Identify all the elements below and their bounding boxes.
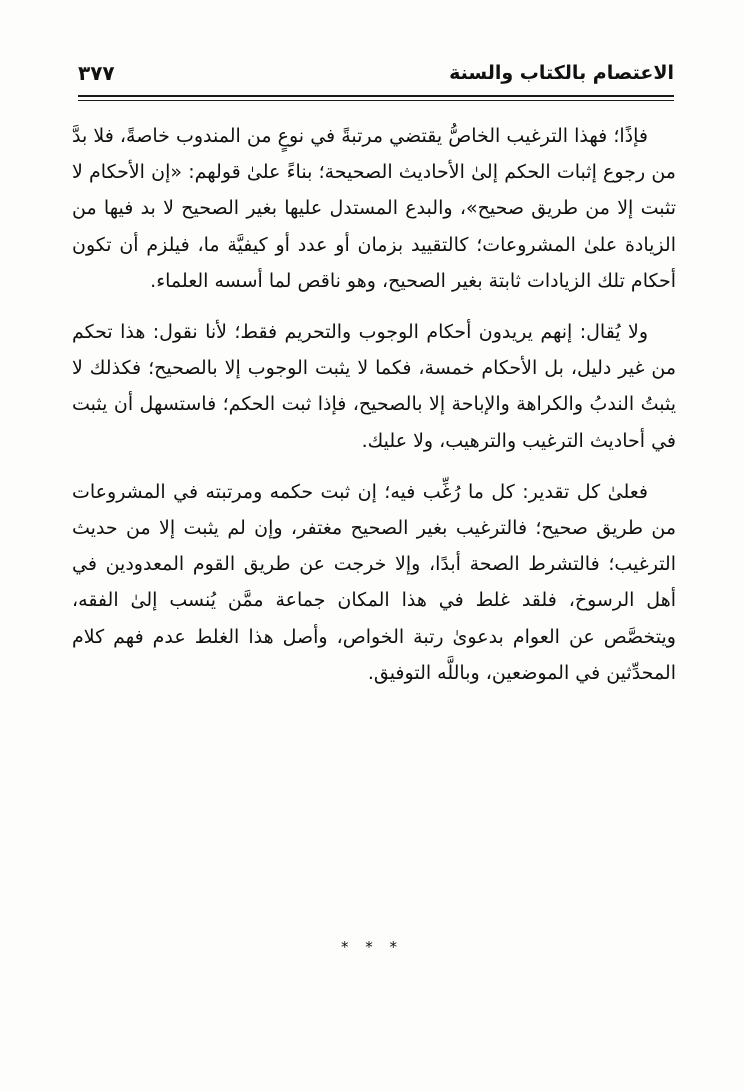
section-divider: * * * [340, 938, 404, 956]
header-rule-thin [78, 100, 674, 101]
paragraph-1: فإذًا؛ فهذا الترغيب الخاصُّ يقتضي مرتبةً في نوعٍ من المندوب خاصةً، فلا بدَّ من رجوع إثبات الحكم إلىٰ الأحاديث الصحيحة؛ بناءً علىٰ قولهم: «إن الأحكام لا تثبت إلا من طريق صحيح»، والبدع المستدل عليها بغير الصحيح لا بد فيها من الزيادة علىٰ المشروعات؛ كالتقييد بزمان أو عدد أو كيفيَّة ما، فيلزم أن تكون أحكام تلك الزيادات ثابتة بغير الصحيح، وهو ناقص لما أسسه العلماء. [72, 125, 676, 292]
page-header [78, 58, 674, 88]
page-number: ٣٧٧ [78, 61, 115, 85]
page-body [72, 118, 676, 691]
paragraph-3: فعلىٰ كل تقدير: كل ما رُغِّب فيه؛ إن ثبت حكمه ومرتبته في المشروعات من طريق صحيح؛ فالترغيب بغير الصحيح مغتفر، وإن لم يثبت إلا من حديث الترغيب؛ فالتشرط الصحة أبدًا، وإلا خرجت عن طريق القوم المعدودين في أهل الرسوخ، فلقد غلط في هذا المكان جماعة ممَّن يُنسب إلىٰ الفقه، ويتخصَّص عن العوام بدعوىٰ رتبة الخواص، وأصل هذا الغلط عدم فهم كلام المحدِّثين في الموضعين، وباللَّه التوفيق. [72, 480, 676, 684]
header-rule-thick [78, 95, 674, 97]
paragraph-2: ولا يُقال: إنهم يريدون أحكام الوجوب والتحريم فقط؛ لأنا نقول: هذا تحكم من غير دليل، بل الأحكام خمسة، فكما لا يثبت الوجوب إلا بالصحيح؛ فكذلك لا يثبتُ الندبُ والكراهة والإباحة إلا بالصحيح، فإذا ثبت الحكم؛ فاستسهل أن يثبت في أحاديث الترغيب والترهيب، ولا عليك. [72, 321, 676, 452]
running-title: الاعتصام بالكتاب والسنة [449, 62, 674, 84]
